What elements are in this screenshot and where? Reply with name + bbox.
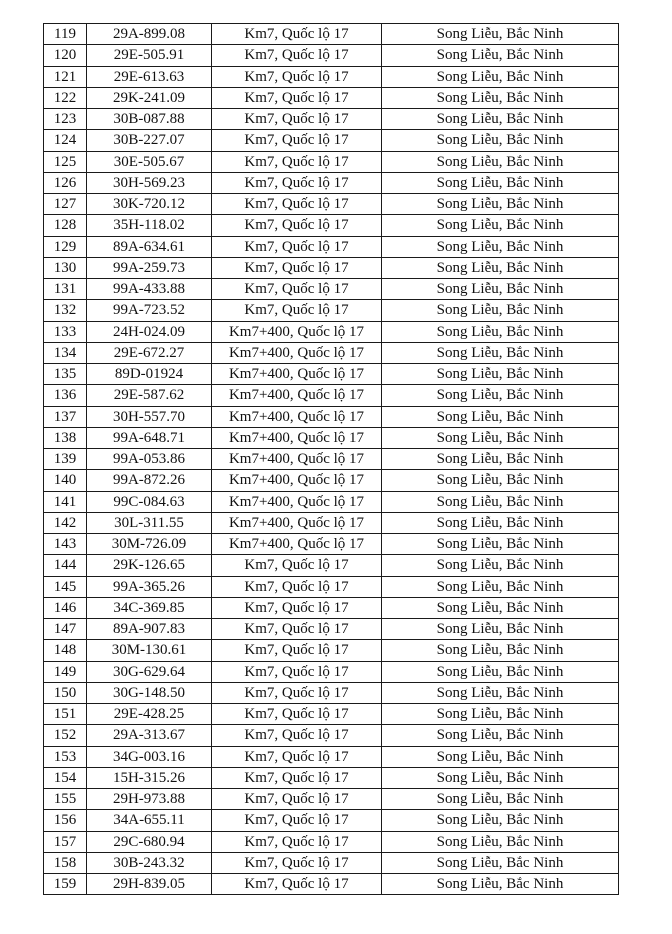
area-cell: Song Liễu, Bắc Ninh <box>382 576 619 597</box>
license-plate-cell: 30H-557.70 <box>87 406 212 427</box>
violation-location-cell: Km7, Quốc lộ 17 <box>212 852 382 873</box>
license-plate-cell: 30B-227.07 <box>87 130 212 151</box>
area-cell: Song Liễu, Bắc Ninh <box>382 874 619 895</box>
table-row <box>44 24 619 45</box>
area-cell: Song Liễu, Bắc Ninh <box>382 342 619 363</box>
license-plate-cell: 99A-433.88 <box>87 279 212 300</box>
license-plate-cell: 29K-241.09 <box>87 87 212 108</box>
license-plate-cell: 30E-505.67 <box>87 151 212 172</box>
area-cell: Song Liễu, Bắc Ninh <box>382 194 619 215</box>
area-cell: Song Liễu, Bắc Ninh <box>382 364 619 385</box>
license-plate-cell: 99A-872.26 <box>87 470 212 491</box>
table-row <box>44 87 619 108</box>
license-plate-cell: 29H-973.88 <box>87 789 212 810</box>
area-cell: Song Liễu, Bắc Ninh <box>382 449 619 470</box>
violation-location-cell: Km7+400, Quốc lộ 17 <box>212 534 382 555</box>
license-plate-cell: 29C-680.94 <box>87 831 212 852</box>
row-number-cell: 150 <box>44 682 87 703</box>
violation-location-cell: Km7, Quốc lộ 17 <box>212 619 382 640</box>
violation-location-cell: Km7+400, Quốc lộ 17 <box>212 491 382 512</box>
violation-location-cell: Km7, Quốc lộ 17 <box>212 640 382 661</box>
area-cell: Song Liễu, Bắc Ninh <box>382 321 619 342</box>
table-row <box>44 470 619 491</box>
violation-location-cell: Km7, Quốc lộ 17 <box>212 576 382 597</box>
area-cell: Song Liễu, Bắc Ninh <box>382 130 619 151</box>
violation-location-cell: Km7, Quốc lộ 17 <box>212 810 382 831</box>
violation-location-cell: Km7, Quốc lộ 17 <box>212 109 382 130</box>
row-number-cell: 141 <box>44 491 87 512</box>
table-row <box>44 236 619 257</box>
table-row <box>44 194 619 215</box>
row-number-cell: 133 <box>44 321 87 342</box>
license-plate-cell: 99C-084.63 <box>87 491 212 512</box>
table-row <box>44 406 619 427</box>
table-row <box>44 682 619 703</box>
license-plate-cell: 99A-259.73 <box>87 257 212 278</box>
row-number-cell: 135 <box>44 364 87 385</box>
violation-location-cell: Km7, Quốc lộ 17 <box>212 45 382 66</box>
area-cell: Song Liễu, Bắc Ninh <box>382 597 619 618</box>
violation-location-cell: Km7, Quốc lộ 17 <box>212 661 382 682</box>
violation-location-cell: Km7, Quốc lộ 17 <box>212 682 382 703</box>
license-plate-cell: 29E-613.63 <box>87 66 212 87</box>
license-plate-cell: 30G-629.64 <box>87 661 212 682</box>
row-number-cell: 119 <box>44 24 87 45</box>
area-cell: Song Liễu, Bắc Ninh <box>382 24 619 45</box>
row-number-cell: 123 <box>44 109 87 130</box>
license-plate-cell: 89A-907.83 <box>87 619 212 640</box>
table-row <box>44 45 619 66</box>
license-plate-cell: 29E-505.91 <box>87 45 212 66</box>
violation-location-cell: Km7, Quốc lộ 17 <box>212 597 382 618</box>
license-plate-cell: 99A-053.86 <box>87 449 212 470</box>
table-row <box>44 427 619 448</box>
violation-location-cell: Km7+400, Quốc lộ 17 <box>212 449 382 470</box>
violation-location-cell: Km7, Quốc lộ 17 <box>212 194 382 215</box>
license-plate-cell: 29K-126.65 <box>87 555 212 576</box>
row-number-cell: 125 <box>44 151 87 172</box>
violation-location-cell: Km7, Quốc lộ 17 <box>212 704 382 725</box>
license-plate-cell: 30B-087.88 <box>87 109 212 130</box>
row-number-cell: 137 <box>44 406 87 427</box>
violation-location-cell: Km7, Quốc lộ 17 <box>212 257 382 278</box>
row-number-cell: 158 <box>44 852 87 873</box>
violation-location-cell: Km7, Quốc lộ 17 <box>212 279 382 300</box>
table-row <box>44 385 619 406</box>
license-plate-cell: 30K-720.12 <box>87 194 212 215</box>
license-plate-cell: 99A-723.52 <box>87 300 212 321</box>
area-cell: Song Liễu, Bắc Ninh <box>382 257 619 278</box>
violation-location-cell: Km7+400, Quốc lộ 17 <box>212 470 382 491</box>
license-plate-cell: 34G-003.16 <box>87 746 212 767</box>
table-row <box>44 279 619 300</box>
violation-location-cell: Km7, Quốc lộ 17 <box>212 151 382 172</box>
license-plate-cell: 30G-148.50 <box>87 682 212 703</box>
row-number-cell: 136 <box>44 385 87 406</box>
table-row <box>44 661 619 682</box>
license-plate-cell: 29A-899.08 <box>87 24 212 45</box>
violation-location-cell: Km7, Quốc lộ 17 <box>212 87 382 108</box>
area-cell: Song Liễu, Bắc Ninh <box>382 385 619 406</box>
row-number-cell: 121 <box>44 66 87 87</box>
row-number-cell: 134 <box>44 342 87 363</box>
license-plate-cell: 30L-311.55 <box>87 512 212 533</box>
license-plate-cell: 34C-369.85 <box>87 597 212 618</box>
violation-location-cell: Km7, Quốc lộ 17 <box>212 725 382 746</box>
area-cell: Song Liễu, Bắc Ninh <box>382 215 619 236</box>
row-number-cell: 152 <box>44 725 87 746</box>
row-number-cell: 130 <box>44 257 87 278</box>
table-row <box>44 172 619 193</box>
row-number-cell: 122 <box>44 87 87 108</box>
row-number-cell: 155 <box>44 789 87 810</box>
violation-location-cell: Km7, Quốc lộ 17 <box>212 555 382 576</box>
table-row <box>44 725 619 746</box>
row-number-cell: 154 <box>44 767 87 788</box>
area-cell: Song Liễu, Bắc Ninh <box>382 725 619 746</box>
row-number-cell: 142 <box>44 512 87 533</box>
area-cell: Song Liễu, Bắc Ninh <box>382 109 619 130</box>
violation-location-cell: Km7, Quốc lộ 17 <box>212 130 382 151</box>
row-number-cell: 153 <box>44 746 87 767</box>
table-row <box>44 449 619 470</box>
row-number-cell: 146 <box>44 597 87 618</box>
row-number-cell: 128 <box>44 215 87 236</box>
violation-location-cell: Km7+400, Quốc lộ 17 <box>212 321 382 342</box>
violation-location-cell: Km7+400, Quốc lộ 17 <box>212 427 382 448</box>
area-cell: Song Liễu, Bắc Ninh <box>382 45 619 66</box>
license-plate-cell: 15H-315.26 <box>87 767 212 788</box>
row-number-cell: 145 <box>44 576 87 597</box>
area-cell: Song Liễu, Bắc Ninh <box>382 279 619 300</box>
license-plate-cell: 34A-655.11 <box>87 810 212 831</box>
violation-location-cell: Km7+400, Quốc lộ 17 <box>212 342 382 363</box>
violation-location-cell: Km7+400, Quốc lộ 17 <box>212 385 382 406</box>
license-plate-cell: 24H-024.09 <box>87 321 212 342</box>
table-row <box>44 130 619 151</box>
row-number-cell: 126 <box>44 172 87 193</box>
area-cell: Song Liễu, Bắc Ninh <box>382 300 619 321</box>
table-row <box>44 555 619 576</box>
license-plate-cell: 30M-726.09 <box>87 534 212 555</box>
row-number-cell: 129 <box>44 236 87 257</box>
area-cell: Song Liễu, Bắc Ninh <box>382 640 619 661</box>
row-number-cell: 149 <box>44 661 87 682</box>
table-row <box>44 597 619 618</box>
row-number-cell: 157 <box>44 831 87 852</box>
row-number-cell: 144 <box>44 555 87 576</box>
area-cell: Song Liễu, Bắc Ninh <box>382 746 619 767</box>
row-number-cell: 151 <box>44 704 87 725</box>
table-row <box>44 342 619 363</box>
area-cell: Song Liễu, Bắc Ninh <box>382 789 619 810</box>
row-number-cell: 138 <box>44 427 87 448</box>
violations-table-body <box>44 24 619 895</box>
table-row <box>44 300 619 321</box>
table-row <box>44 66 619 87</box>
area-cell: Song Liễu, Bắc Ninh <box>382 852 619 873</box>
table-row <box>44 534 619 555</box>
area-cell: Song Liễu, Bắc Ninh <box>382 682 619 703</box>
violation-location-cell: Km7, Quốc lộ 17 <box>212 66 382 87</box>
area-cell: Song Liễu, Bắc Ninh <box>382 491 619 512</box>
table-row <box>44 512 619 533</box>
row-number-cell: 131 <box>44 279 87 300</box>
row-number-cell: 127 <box>44 194 87 215</box>
license-plate-cell: 29H-839.05 <box>87 874 212 895</box>
violations-table <box>43 23 619 895</box>
table-row <box>44 767 619 788</box>
row-number-cell: 143 <box>44 534 87 555</box>
violation-location-cell: Km7, Quốc lộ 17 <box>212 300 382 321</box>
area-cell: Song Liễu, Bắc Ninh <box>382 704 619 725</box>
area-cell: Song Liễu, Bắc Ninh <box>382 767 619 788</box>
license-plate-cell: 99A-648.71 <box>87 427 212 448</box>
area-cell: Song Liễu, Bắc Ninh <box>382 661 619 682</box>
violation-location-cell: Km7, Quốc lộ 17 <box>212 24 382 45</box>
area-cell: Song Liễu, Bắc Ninh <box>382 470 619 491</box>
license-plate-cell: 30M-130.61 <box>87 640 212 661</box>
table-row <box>44 619 619 640</box>
row-number-cell: 148 <box>44 640 87 661</box>
row-number-cell: 140 <box>44 470 87 491</box>
table-row <box>44 151 619 172</box>
license-plate-cell: 29E-672.27 <box>87 342 212 363</box>
violation-location-cell: Km7, Quốc lộ 17 <box>212 874 382 895</box>
area-cell: Song Liễu, Bắc Ninh <box>382 810 619 831</box>
license-plate-cell: 29E-587.62 <box>87 385 212 406</box>
table-row <box>44 257 619 278</box>
area-cell: Song Liễu, Bắc Ninh <box>382 512 619 533</box>
row-number-cell: 147 <box>44 619 87 640</box>
area-cell: Song Liễu, Bắc Ninh <box>382 236 619 257</box>
violation-location-cell: Km7, Quốc lộ 17 <box>212 746 382 767</box>
row-number-cell: 156 <box>44 810 87 831</box>
violation-location-cell: Km7, Quốc lộ 17 <box>212 172 382 193</box>
table-row <box>44 789 619 810</box>
row-number-cell: 132 <box>44 300 87 321</box>
violation-location-cell: Km7+400, Quốc lộ 17 <box>212 364 382 385</box>
area-cell: Song Liễu, Bắc Ninh <box>382 427 619 448</box>
row-number-cell: 124 <box>44 130 87 151</box>
table-row <box>44 640 619 661</box>
row-number-cell: 139 <box>44 449 87 470</box>
area-cell: Song Liễu, Bắc Ninh <box>382 66 619 87</box>
license-plate-cell: 30H-569.23 <box>87 172 212 193</box>
violation-location-cell: Km7+400, Quốc lộ 17 <box>212 406 382 427</box>
license-plate-cell: 35H-118.02 <box>87 215 212 236</box>
table-row <box>44 364 619 385</box>
license-plate-cell: 29E-428.25 <box>87 704 212 725</box>
violation-location-cell: Km7, Quốc lộ 17 <box>212 767 382 788</box>
table-row <box>44 831 619 852</box>
table-row <box>44 852 619 873</box>
violation-location-cell: Km7, Quốc lộ 17 <box>212 215 382 236</box>
violation-location-cell: Km7+400, Quốc lộ 17 <box>212 512 382 533</box>
table-row <box>44 746 619 767</box>
violation-location-cell: Km7, Quốc lộ 17 <box>212 831 382 852</box>
area-cell: Song Liễu, Bắc Ninh <box>382 619 619 640</box>
table-row <box>44 215 619 236</box>
table-row <box>44 874 619 895</box>
area-cell: Song Liễu, Bắc Ninh <box>382 151 619 172</box>
license-plate-cell: 99A-365.26 <box>87 576 212 597</box>
violation-location-cell: Km7, Quốc lộ 17 <box>212 236 382 257</box>
row-number-cell: 159 <box>44 874 87 895</box>
license-plate-cell: 29A-313.67 <box>87 725 212 746</box>
area-cell: Song Liễu, Bắc Ninh <box>382 172 619 193</box>
license-plate-cell: 89A-634.61 <box>87 236 212 257</box>
area-cell: Song Liễu, Bắc Ninh <box>382 831 619 852</box>
document-page <box>43 23 618 895</box>
table-row <box>44 491 619 512</box>
area-cell: Song Liễu, Bắc Ninh <box>382 534 619 555</box>
row-number-cell: 120 <box>44 45 87 66</box>
table-row <box>44 810 619 831</box>
area-cell: Song Liễu, Bắc Ninh <box>382 406 619 427</box>
violation-location-cell: Km7, Quốc lộ 17 <box>212 789 382 810</box>
area-cell: Song Liễu, Bắc Ninh <box>382 87 619 108</box>
table-row <box>44 109 619 130</box>
table-row <box>44 704 619 725</box>
table-row <box>44 576 619 597</box>
area-cell: Song Liễu, Bắc Ninh <box>382 555 619 576</box>
table-row <box>44 321 619 342</box>
license-plate-cell: 30B-243.32 <box>87 852 212 873</box>
license-plate-cell: 89D-01924 <box>87 364 212 385</box>
